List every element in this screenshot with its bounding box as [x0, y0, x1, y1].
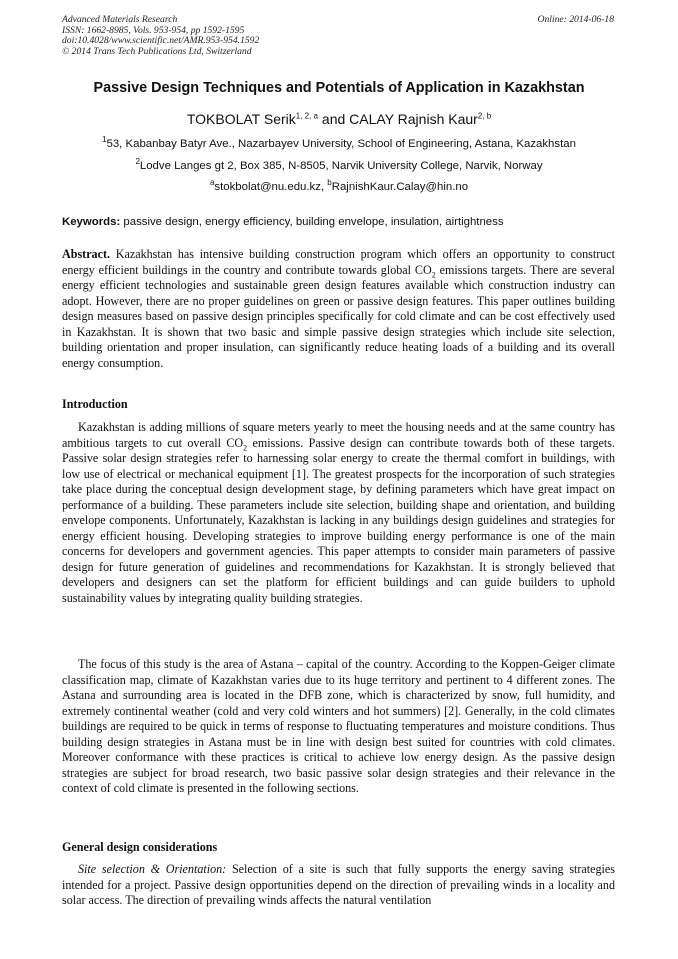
introduction-paragraph-1 [62, 420, 615, 607]
affiliation-1-text: 53, Kabanbay Batyr Ave., Nazarbayev University, School of Engineering, Astana, Kazakhstan [106, 138, 576, 150]
issn-line: ISSN: 1662-8985, Vols. 953-954, pp 1592-1595 [62, 24, 245, 36]
author-1-affil: 1, 2, a [295, 111, 319, 121]
introduction-paragraph-2: The focus of this study is the area of Astana – capital of the country. According to the Koppen-Geiger climate classification map, climate of Kazakhstan varies due to its huge territory and pertinent to 4 different zones. The Astana and surrounding area is located in the DFB zone, which is characterized by snow, full humidity, and extremely continental weather (cold and very cold winters and hot summers) [2]. Generally, in the cold climates buildings are required to be quick in terms of response to fluctuating temperatures and moisture conditions. Thus building design strategies in Astana must be in line with design best suited for countries with cold climates. Moreover conformance with these practices is critical to achieve low energy design. As the passive design strategies are subject for broad research, two basic passive solar design strategies and their relevance in the context of cold climate is presented in the following sections. [62, 657, 615, 796]
site-selection-lead: Site selection & Orientation: [78, 862, 227, 876]
keywords-text: passive design, energy efficiency, building envelope, insulation, airtightness [120, 216, 504, 228]
author-and: and [318, 111, 350, 127]
doi-line[interactable]: doi:10.4028/www.scientific.net/AMR.953-954.1592 [62, 35, 260, 47]
email-b-mark: b [327, 178, 332, 188]
abstract-label: Abstract. [62, 247, 111, 261]
general-design-paragraph [62, 862, 615, 909]
journal-name: Advanced Materials Research [62, 14, 178, 25]
keywords-label: Keywords: [62, 216, 121, 228]
site-selection-text: Selection of a site is such that fully supports the energy saving strategies intended for a project. Passive design opportunities depend on the direction of prevailing winds in a locality and solar access. The direction of prevailing winds affects the natural ventilation [62, 862, 615, 908]
journal-header [62, 15, 259, 57]
affiliation-2-mark: 2 [135, 157, 140, 167]
intro-p1-text-b: emissions. Passive design can contribute towards both of these targets. Passive solar design strategies refer to harnessing solar energy to create the thermal comfort in buildings, with low use of electrical or mechanical equipment [1]. The greatest prospects for the incorporation of such strategies take place during the conceptual design development stage, by defining parameters which have great impact on performance of a building. These parameters include site selection, building shape and orientation, and building envelope components. Unfortunately, Kazakhstan is lacking in any buildings design guidelines and strategies for energy efficient housing. Developing strategies to improve building energy performance is one of the main concerns for developers and government agencies. This paper attempts to consider main parameters of passive design for future generation of guidelines and recommendations for Kazakhstan. It is strongly believed that developers and designers can set the platform for efficient buildings and can guide builders to uphold sustainability values by integrating quality building strategies. [62, 435, 615, 606]
intro-co2-sub: 2 [243, 442, 248, 452]
affiliation-1 [0, 135, 678, 150]
affiliation-1-mark: 1 [102, 135, 107, 145]
general-design-heading: General design considerations [62, 840, 218, 854]
abstract-paragraph [62, 247, 615, 371]
paper-title: Passive Design Techniques and Potentials of Application in Kazakhstan [93, 80, 585, 96]
online-date: Online: 2014-06-18 [537, 14, 614, 25]
abstract-text-2: emissions targets. There are several energy efficient technologies and sustainable green design features available which construction industry can adopt. However, there are no proper guidelines on green or passive design features. This paper outlines building design measures based on passive design principles specifically for cold climate and can be cost effectively used in Kazakhstan. It is shown that two basic and simple passive design strategies which include site selection, building orientation and proper insulation, can significantly reduce heating loads of a building and its overall energy consumption. [62, 262, 615, 370]
intro-p1-text-a: Kazakhstan is adding millions of square meters yearly to meet the housing needs and at the same country has ambitious targets to cut overall CO [62, 420, 615, 450]
affiliation-2 [0, 157, 678, 172]
email-a-mark: a [209, 178, 215, 188]
author-line [0, 111, 678, 127]
keywords [62, 216, 618, 228]
author-emails [0, 178, 678, 193]
author-2-affil: 2, b [477, 111, 492, 121]
abstract-text-1: Kazakhstan has intensive building construction program which offers an opportunity to construct energy efficient buildings in the country and contribute towards global CO [62, 247, 615, 277]
author-2: CALAY Rajnish Kaur [349, 111, 478, 127]
affiliation-2-text: Lodve Langes gt 2, Box 385, N-8505, Narvik University College, Narvik, Norway [139, 160, 543, 172]
email-a[interactable]: stokbolat@nu.edu.kz, [214, 181, 328, 193]
copyright-line: © 2014 Trans Tech Publications Ltd, Switzerland [62, 45, 252, 57]
introduction-heading: Introduction [62, 397, 128, 411]
abstract-co2-sub: 2 [431, 269, 436, 279]
email-b[interactable]: RajnishKaur.Calay@hin.no [331, 181, 469, 193]
author-1: TOKBOLAT Serik [186, 111, 296, 127]
